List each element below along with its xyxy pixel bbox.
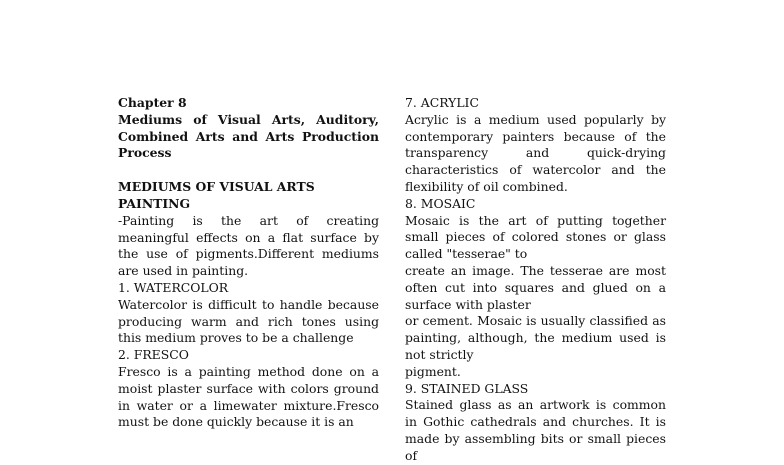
left-column	[118, 95, 379, 431]
item-mosaic-text-2: create an image. The tesserae are most often cut into squares and glued on a surface with plaster	[405, 262, 666, 312]
item-acrylic-title: 7. ACRYLIC	[405, 95, 479, 110]
section-heading: MEDIUMS OF VISUAL ARTS	[118, 179, 315, 195]
subheading-painting: PAINTING	[118, 195, 191, 211]
item-acrylic-text: Acrylic is a medium used popularly by contemporary painters because of the transparency and quick-drying characteristics of watercolor and the flexibility of oil combined.	[405, 111, 666, 194]
item-mosaic-text-1: Mosaic is the art of putting together small pieces of colored stones or glass called "tesserae" to	[405, 212, 666, 262]
item-mosaic-text-3: or cement. Mosaic is usually classified as painting, although, the medium used is not strictly	[405, 313, 666, 362]
chapter-label: Chapter 8	[118, 95, 187, 110]
chapter-title: Mediums of Visual Arts, Auditory, Combined Arts and Arts Production Process	[118, 111, 379, 161]
item-mosaic-text-4: pigment.	[405, 363, 461, 379]
painting-intro: -Painting is the art of creating meaningful effects on a flat surface by the use of pigments.Different mediums are used in painting.	[118, 212, 379, 279]
item-watercolor-title: 1. WATERCOLOR	[118, 279, 229, 295]
item-stained-glass-title: 9. STAINED GLASS	[405, 380, 529, 396]
item-mosaic-title: 8. MOSAIC	[405, 195, 476, 211]
item-watercolor-text: Watercolor is difficult to handle because producing warm and rich tones using this medium proves to be a challenge	[118, 296, 379, 346]
right-column	[405, 95, 666, 465]
item-fresco-text: Fresco is a painting method done on a moist plaster surface with colors ground in water or a limewater mixture.Fresco must be done quickly because it is an	[118, 363, 379, 430]
item-stained-glass-text: Stained glass as an artwork is common in Gothic cathedrals and churches. It is made by assembling bits or small pieces of	[405, 397, 666, 463]
item-fresco-title: 2. FRESCO	[118, 347, 189, 363]
